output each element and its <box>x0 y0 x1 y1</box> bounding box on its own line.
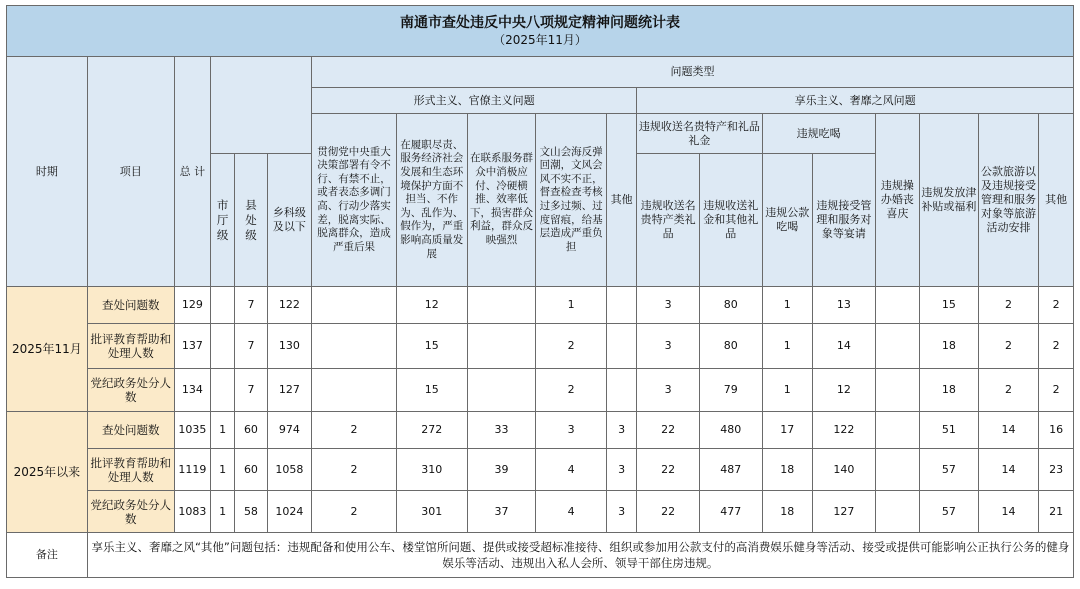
value-cell: 12 <box>813 369 876 412</box>
table-title-cell <box>7 6 1074 57</box>
value-cell: 18 <box>762 491 813 533</box>
header-formalism-4: 文山会海反弹回潮，文风会风不实不正，督查检查考核过多过频、过度留痕，给基层造成严重负担 <box>536 114 607 287</box>
value-cell: 3 <box>637 324 700 369</box>
value-cell <box>312 369 397 412</box>
value-cell: 3 <box>536 412 607 449</box>
value-cell: 15 <box>396 369 467 412</box>
value-cell: 3 <box>607 449 637 491</box>
value-cell: 22 <box>637 491 700 533</box>
header-eat-group: 违规吃喝 <box>762 114 875 154</box>
value-cell: 1119 <box>174 449 210 491</box>
header-allowance: 违规发放津补贴或福利 <box>920 114 979 287</box>
note-label: 备注 <box>7 533 88 578</box>
value-cell: 480 <box>699 412 762 449</box>
value-cell: 4 <box>536 449 607 491</box>
value-cell <box>875 412 919 449</box>
value-cell: 18 <box>762 449 813 491</box>
header-formalism-2: 在履职尽责、服务经济社会发展和生态环境保护方面不担当、不作为、乱作为、假作为，严重影响高质量发展 <box>396 114 467 287</box>
item-label: 查处问题数 <box>87 412 174 449</box>
value-cell: 272 <box>396 412 467 449</box>
value-cell: 14 <box>813 324 876 369</box>
value-cell <box>467 324 536 369</box>
value-cell: 1 <box>762 369 813 412</box>
header-formalism-3: 在联系服务群众中消极应付、冷硬横推、效率低下，损害群众利益，群众反映强烈 <box>467 114 536 287</box>
value-cell <box>211 287 235 324</box>
value-cell: 3 <box>637 369 700 412</box>
statistics-table-container <box>6 5 1074 583</box>
value-cell: 2 <box>312 449 397 491</box>
value-cell: 1083 <box>174 491 210 533</box>
value-cell: 21 <box>1039 491 1074 533</box>
header-formalism-1: 贯彻党中央重大决策部署有令不行、有禁不止，或者表态多调门高、行动少落实差，脱离实际、脱离群众，造成严重后果 <box>312 114 397 287</box>
value-cell: 57 <box>920 449 979 491</box>
value-cell: 51 <box>920 412 979 449</box>
value-cell: 79 <box>699 369 762 412</box>
table-row <box>7 449 1074 491</box>
header-gift-group: 违规收送名贵特产和礼品礼金 <box>637 114 762 154</box>
header-county-dept-level: 县 处 级 <box>235 154 267 287</box>
value-cell: 22 <box>637 412 700 449</box>
value-cell: 127 <box>267 369 311 412</box>
value-cell: 60 <box>235 449 267 491</box>
value-cell: 2 <box>1039 324 1074 369</box>
value-cell: 310 <box>396 449 467 491</box>
value-cell: 33 <box>467 412 536 449</box>
value-cell: 2 <box>1039 287 1074 324</box>
note-text: 享乐主义、奢靡之风“其他”问题包括：违规配备和使用公车、楼堂馆所问题、提供或接受超标准接待、组织或参加用公款支付的高消费娱乐健身等活动、接受或提供可能影响公正执行公务的健身娱乐等活动、违规出入私人会所、领导干部住房违规。 <box>87 533 1073 578</box>
item-label: 党纪政务处分人数 <box>87 491 174 533</box>
value-cell: 130 <box>267 324 311 369</box>
value-cell <box>312 324 397 369</box>
table-row <box>7 369 1074 412</box>
value-cell: 127 <box>813 491 876 533</box>
value-cell: 1 <box>762 324 813 369</box>
value-cell: 17 <box>762 412 813 449</box>
value-cell: 122 <box>267 287 311 324</box>
header-formalism: 形式主义、官僚主义问题 <box>312 88 637 114</box>
value-cell: 1 <box>211 449 235 491</box>
header-gift-specialty: 违规收送名贵特产类礼品 <box>637 154 700 287</box>
value-cell: 1 <box>762 287 813 324</box>
value-cell: 7 <box>235 324 267 369</box>
value-cell: 22 <box>637 449 700 491</box>
item-label: 查处问题数 <box>87 287 174 324</box>
value-cell: 2 <box>312 412 397 449</box>
period-label: 2025年以来 <box>7 412 88 533</box>
item-label: 批评教育帮助和处理人数 <box>87 324 174 369</box>
header-period: 时期 <box>7 57 88 287</box>
value-cell <box>875 449 919 491</box>
value-cell: 7 <box>235 369 267 412</box>
table-row <box>7 324 1074 369</box>
header-problem-type: 问题类型 <box>312 57 1074 88</box>
value-cell: 2 <box>978 369 1039 412</box>
value-cell: 16 <box>1039 412 1074 449</box>
value-cell: 1 <box>211 491 235 533</box>
header-wedding: 违规操办婚丧喜庆 <box>875 114 919 287</box>
value-cell: 23 <box>1039 449 1074 491</box>
value-cell: 477 <box>699 491 762 533</box>
value-cell: 12 <box>396 287 467 324</box>
item-label: 批评教育帮助和处理人数 <box>87 449 174 491</box>
value-cell <box>607 287 637 324</box>
value-cell: 1035 <box>174 412 210 449</box>
value-cell <box>607 324 637 369</box>
value-cell <box>875 491 919 533</box>
table-row <box>7 491 1074 533</box>
value-cell: 14 <box>978 449 1039 491</box>
table-subtitle: （2025年11月） <box>493 33 587 47</box>
value-cell: 1 <box>536 287 607 324</box>
value-cell: 14 <box>978 412 1039 449</box>
value-cell <box>875 369 919 412</box>
value-cell: 18 <box>920 369 979 412</box>
value-cell: 18 <box>920 324 979 369</box>
value-cell: 13 <box>813 287 876 324</box>
value-cell <box>875 287 919 324</box>
value-cell: 80 <box>699 324 762 369</box>
value-cell: 134 <box>174 369 210 412</box>
value-cell: 2 <box>536 369 607 412</box>
value-cell: 3 <box>607 412 637 449</box>
header-item: 项目 <box>87 57 174 287</box>
value-cell <box>467 369 536 412</box>
header-level-blank <box>211 57 312 154</box>
table-row <box>7 287 1074 324</box>
value-cell: 137 <box>174 324 210 369</box>
value-cell: 974 <box>267 412 311 449</box>
value-cell: 140 <box>813 449 876 491</box>
value-cell: 3 <box>637 287 700 324</box>
value-cell: 3 <box>607 491 637 533</box>
value-cell: 2 <box>536 324 607 369</box>
header-city-bureau-level: 市 厅 级 <box>211 154 235 287</box>
value-cell: 1024 <box>267 491 311 533</box>
value-cell <box>211 324 235 369</box>
value-cell: 15 <box>920 287 979 324</box>
value-cell: 122 <box>813 412 876 449</box>
value-cell: 2 <box>1039 369 1074 412</box>
value-cell: 1058 <box>267 449 311 491</box>
value-cell: 57 <box>920 491 979 533</box>
value-cell: 60 <box>235 412 267 449</box>
value-cell: 7 <box>235 287 267 324</box>
value-cell: 2 <box>312 491 397 533</box>
value-cell: 15 <box>396 324 467 369</box>
header-township-level: 乡科级 及以下 <box>267 154 311 287</box>
value-cell <box>312 287 397 324</box>
statistics-table <box>6 5 1074 578</box>
value-cell: 4 <box>536 491 607 533</box>
header-formalism-other: 其他 <box>607 114 637 287</box>
value-cell <box>467 287 536 324</box>
value-cell: 37 <box>467 491 536 533</box>
table-row <box>7 412 1074 449</box>
value-cell: 129 <box>174 287 210 324</box>
value-cell <box>607 369 637 412</box>
header-gift-money: 违规收送礼金和其他礼品 <box>699 154 762 287</box>
header-accept-banquet: 违规接受管理和服务对象等宴请 <box>813 154 876 287</box>
period-label: 2025年11月 <box>7 287 88 412</box>
value-cell: 2 <box>978 287 1039 324</box>
value-cell: 80 <box>699 287 762 324</box>
header-travel: 公款旅游以及违规接受管理和服务对象等旅游活动安排 <box>978 114 1039 287</box>
item-label: 党纪政务处分人数 <box>87 369 174 412</box>
value-cell <box>211 369 235 412</box>
value-cell: 14 <box>978 491 1039 533</box>
header-public-funds-eating: 违规公款吃喝 <box>762 154 813 287</box>
header-hedonism-other: 其他 <box>1039 114 1074 287</box>
value-cell <box>875 324 919 369</box>
value-cell: 1 <box>211 412 235 449</box>
value-cell: 39 <box>467 449 536 491</box>
value-cell: 58 <box>235 491 267 533</box>
value-cell: 487 <box>699 449 762 491</box>
value-cell: 2 <box>978 324 1039 369</box>
header-total: 总 计 <box>174 57 210 287</box>
value-cell: 301 <box>396 491 467 533</box>
table-title: 南通市查处违反中央八项规定精神问题统计表 <box>400 15 680 31</box>
header-hedonism: 享乐主义、奢靡之风问题 <box>637 88 1074 114</box>
